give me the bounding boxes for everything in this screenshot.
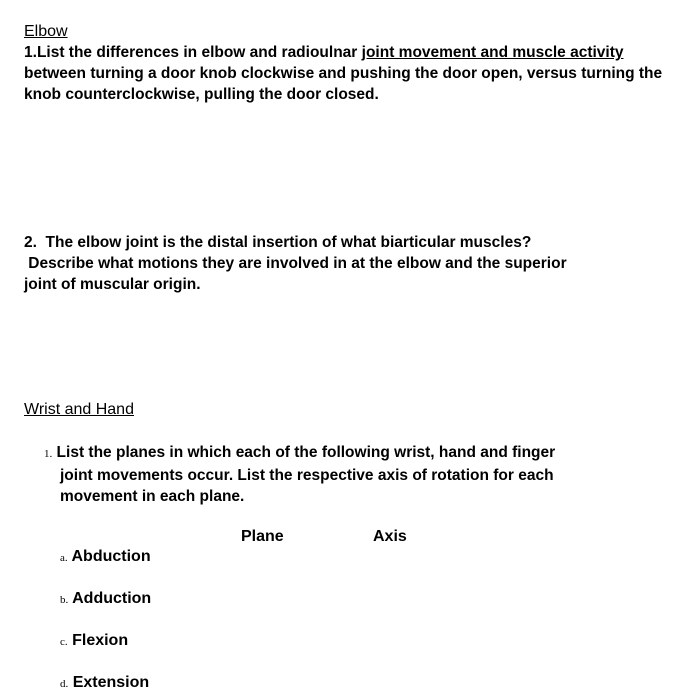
question-line: joint of muscular origin.: [24, 276, 201, 293]
elbow-heading: Elbow: [24, 23, 68, 40]
question-number: 1.: [24, 44, 37, 61]
column-header-plane: Plane: [241, 528, 284, 545]
question-underlined-phrase: joint movement and muscle activity: [361, 44, 624, 61]
elbow-question-1: [24, 42, 684, 105]
question-text-part2: between turning a door knob clockwise and pushing the door open, versus turning the knob counterclockwise, pulling the door closed.: [24, 65, 663, 103]
question-line: Describe what motions they are involved in at the elbow and the superior: [24, 255, 567, 272]
question-line: movement in each plane.: [60, 488, 245, 505]
wrist-question-1: [44, 442, 684, 507]
question-line: List the planes in which each of the following wrist, hand and finger: [52, 444, 556, 461]
question-line: 2. The elbow joint is the distal insertion of what biarticular muscles?: [24, 234, 532, 251]
elbow-question-2: [24, 232, 689, 295]
wrist-heading: Wrist and Hand: [24, 401, 134, 418]
list-item: [60, 547, 151, 568]
list-item-label: Abduction: [71, 548, 151, 565]
list-marker: d.: [60, 678, 69, 690]
question-text-part1: List the differences in elbow and radioulnar: [36, 44, 362, 61]
list-marker: 1.: [44, 448, 53, 460]
list-marker: c.: [60, 636, 68, 648]
column-header-axis: Axis: [373, 528, 407, 545]
list-item: [60, 673, 149, 694]
list-item: [60, 631, 128, 652]
list-item-label: Adduction: [72, 590, 152, 607]
list-marker: b.: [60, 594, 69, 606]
list-item-label: Extension: [72, 674, 150, 691]
list-marker: a.: [60, 552, 68, 564]
list-item-label: Flexion: [72, 632, 129, 649]
list-item: [60, 589, 151, 610]
question-line: joint movements occur. List the respective axis of rotation for each: [60, 467, 554, 484]
